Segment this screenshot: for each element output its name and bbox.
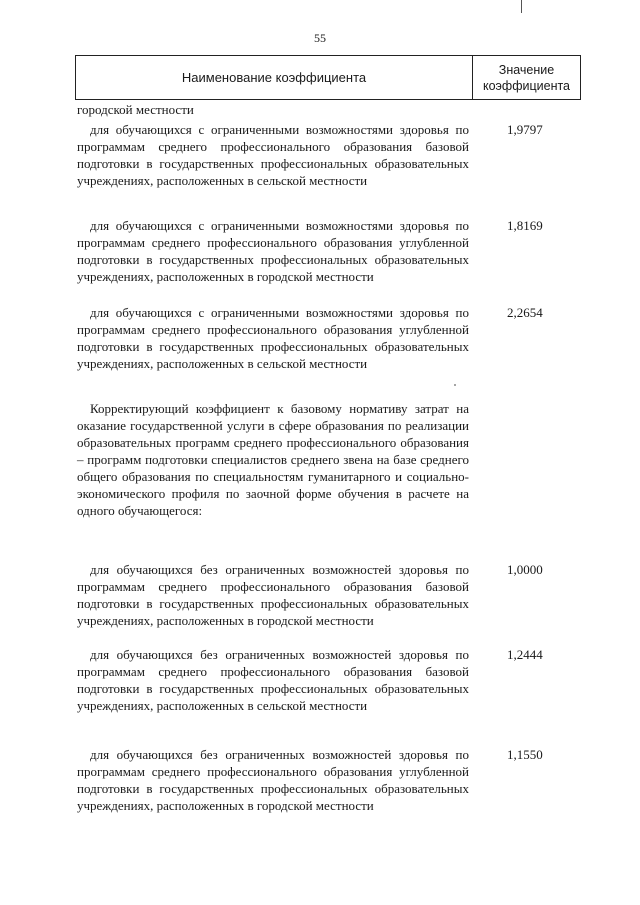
row-text-1: для обучающихся с ограниченными возможностями здоровья по программам среднего профессионального образования базовой подготовки в государственных профессиональных образовательных учреждениях, расположенных в сельской местности — [77, 122, 469, 188]
continuation-text: городской местности — [77, 102, 194, 117]
scan-speck — [454, 384, 456, 386]
row-value-2: 1,8169 — [507, 218, 543, 233]
header-value-line2: коэффициента — [482, 78, 571, 93]
section-heading: Корректирующий коэффициент к базовому нормативу затрат на оказание государственной услуги в сфере образования по реализации образовательных программ среднего профессионального образования – программ подготовки специалистов среднего звена на базе среднего общего образования по специальностям гуманитарного и социально-экономического профиля по заочной форме обучения в расчете на одного обучающегося: — [77, 401, 469, 518]
row2-text-3: для обучающихся без ограниченных возможностей здоровья по программам среднего профессионального образования углубленной подготовки в государственных профессиональных образовательных учреждениях, расположенных в городской местности — [77, 747, 469, 813]
row2-value-2: 1,2444 — [507, 647, 543, 662]
scan-corner-mark — [521, 0, 522, 13]
header-value-line1: Значение — [498, 62, 555, 77]
row2-value-3: 1,1550 — [507, 747, 543, 762]
row2-text-1: для обучающихся без ограниченных возможностей здоровья по программам среднего профессионального образования базовой подготовки в государственных профессиональных образовательных учреждениях, расположенных в городской местности — [77, 562, 469, 628]
header-coefficient-name: Наименование коэффициента — [76, 56, 473, 99]
row2-value-1: 1,0000 — [507, 562, 543, 577]
row-value-1: 1,9797 — [507, 122, 543, 137]
page-number: 55 — [314, 31, 326, 45]
row-text-2: для обучающихся с ограниченными возможностями здоровья по программам среднего профессионального образования углубленной подготовки в государственных профессиональных образовательных учреждениях, расположенных в городской местности — [77, 218, 469, 284]
row-text-3: для обучающихся с ограниченными возможностями здоровья по программам среднего профессионального образования углубленной подготовки в государственных профессиональных образовательных учреждениях, расположенных в сельской местности — [77, 305, 469, 371]
row2-text-2: для обучающихся без ограниченных возможностей здоровья по программам среднего профессионального образования базовой подготовки в государственных профессиональных образовательных учреждениях, расположенных в сельской местности — [77, 647, 469, 713]
table-header — [75, 55, 581, 100]
header-coefficient-value — [473, 56, 580, 99]
row-value-3: 2,2654 — [507, 305, 543, 320]
